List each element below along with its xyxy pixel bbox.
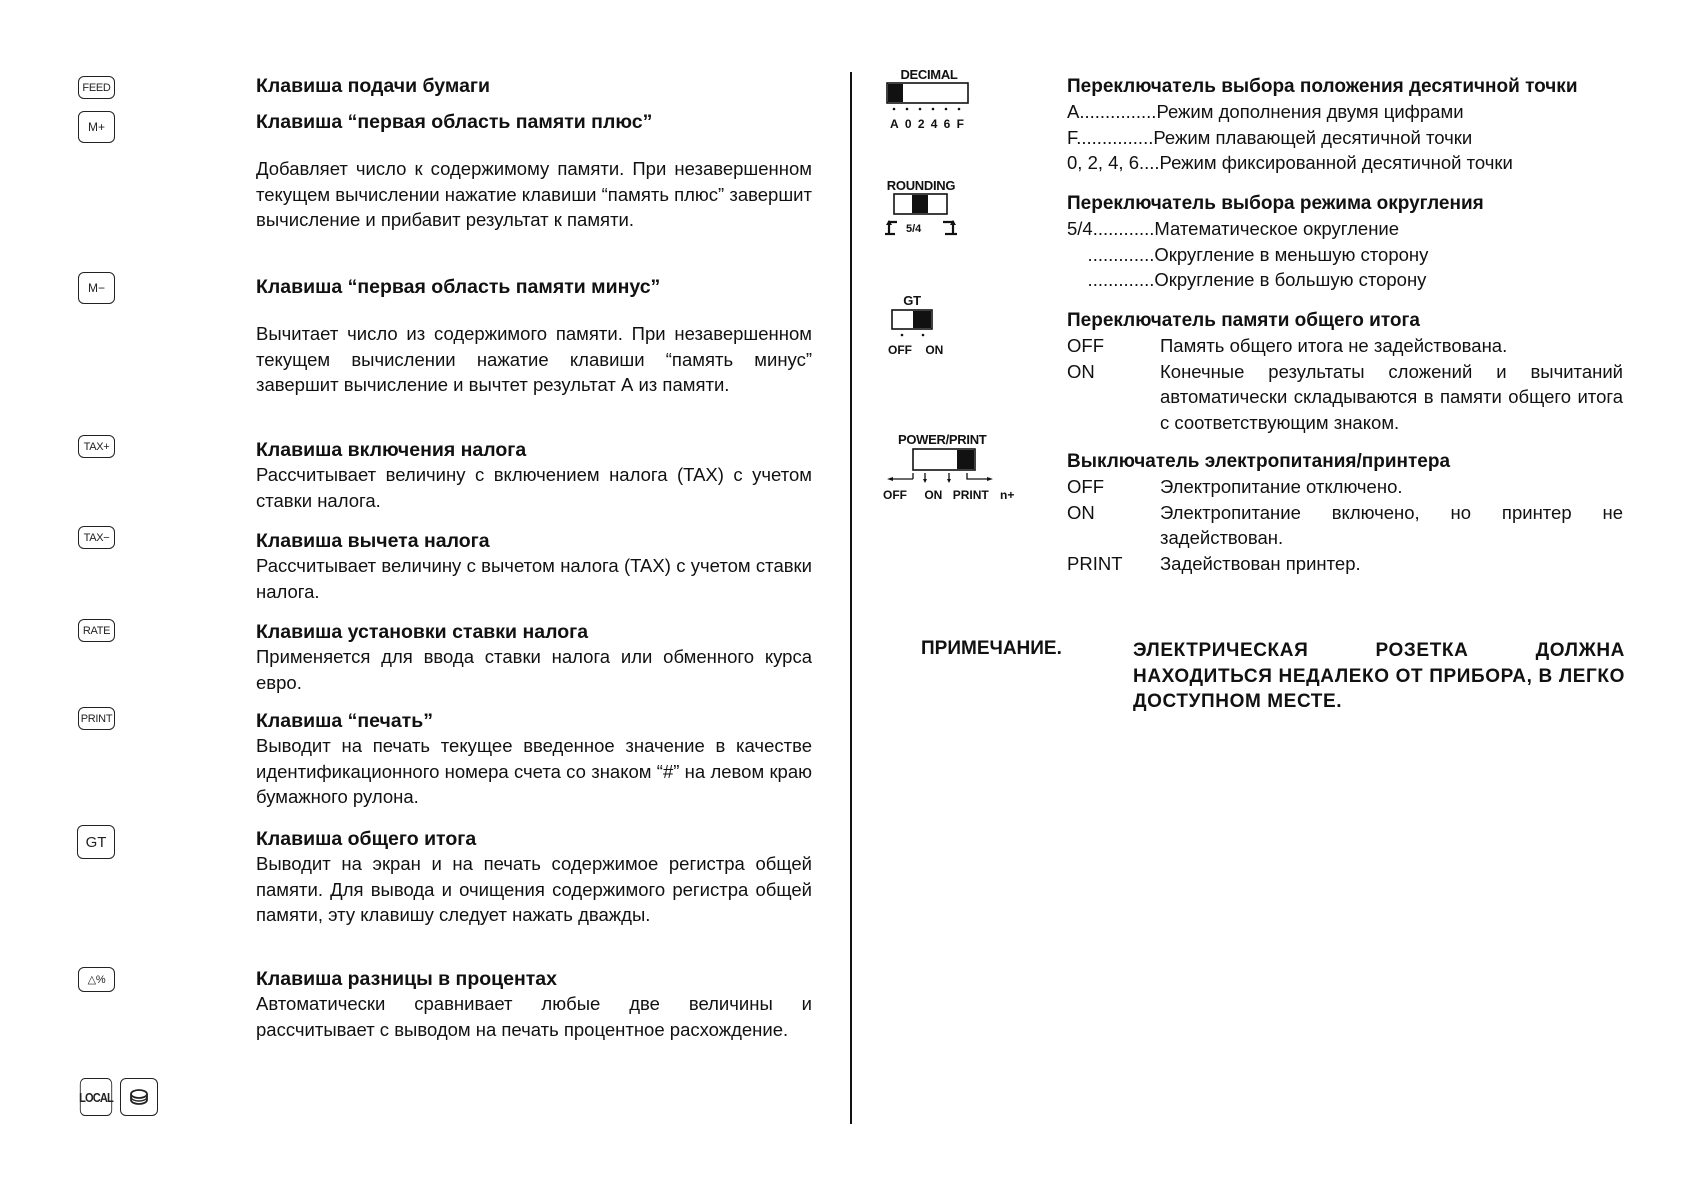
section-row bbox=[1067, 551, 1623, 577]
pos-2: 2 bbox=[917, 117, 925, 131]
row-value: Электропитание отключено. bbox=[1160, 476, 1403, 497]
memory-minus-key-icon: M− bbox=[78, 272, 115, 304]
rounding-switch-label: ROUNDING bbox=[886, 178, 956, 193]
entry-text: Применяется для ввода ставки налога или обменного курса евро. bbox=[256, 646, 812, 693]
section-title: Переключатель памяти общего итога bbox=[1067, 310, 1420, 331]
rounding-switch-diagram bbox=[881, 178, 961, 246]
section-line: 0, 2, 4, 6....Режим фиксированной десятичной точки bbox=[1067, 152, 1513, 173]
row-value: Память общего итога не задействована. bbox=[1160, 335, 1508, 356]
pos-0: 0 bbox=[904, 117, 912, 131]
row-key: ON bbox=[1067, 501, 1095, 523]
entry-print bbox=[256, 709, 812, 810]
row-key: OFF bbox=[1067, 335, 1104, 356]
power-section bbox=[1067, 449, 1623, 576]
section-row bbox=[1067, 333, 1623, 359]
print-key-icon: PRINT bbox=[78, 707, 115, 730]
entry-title: Клавиша “первая область памяти плюс” bbox=[256, 111, 653, 133]
entry-text: Рассчитывает величину с вычетом налога (TAX) с учетом ставки налога. bbox=[256, 555, 812, 602]
feed-key-icon: FEED bbox=[78, 76, 115, 99]
section-title: Выключатель электропитания/принтера bbox=[1067, 451, 1451, 472]
power-switch-label: POWER/PRINT bbox=[898, 432, 987, 447]
coin-stack-icon bbox=[128, 1087, 150, 1107]
pos-off: OFF bbox=[888, 343, 912, 357]
rounding-mid-label: 5/4 bbox=[906, 223, 922, 235]
coin-stack-key-icon bbox=[120, 1078, 158, 1116]
local-key-icon: LOCAL bbox=[80, 1078, 112, 1116]
pos-n-plus: n+ bbox=[1000, 488, 1015, 502]
gt-switch-diagram bbox=[888, 293, 948, 357]
row-value: Электропитание включено, но принтер не задействован. bbox=[1160, 501, 1623, 548]
entry-title: Клавиша подачи бумаги bbox=[256, 75, 491, 97]
entry-memory-plus bbox=[256, 110, 812, 233]
section-line: F...............Режим плавающей десятичной точки bbox=[1067, 126, 1473, 148]
tax-minus-key-icon: TAX− bbox=[78, 526, 115, 549]
entry-title: Клавиша установки ставки налога bbox=[256, 621, 589, 643]
section-row bbox=[1067, 359, 1623, 436]
pos-print: PRINT bbox=[952, 488, 989, 502]
grand-total-key-icon: GT bbox=[77, 825, 115, 859]
pos-a: A bbox=[890, 117, 899, 131]
section-title: Переключатель выбора положения десятичной точки bbox=[1067, 76, 1578, 97]
pos-f: F bbox=[956, 117, 964, 131]
pos-6: 6 bbox=[943, 117, 951, 131]
entry-text: Рассчитывает величину с включением налога (TAX) с учетом ставки налога. bbox=[256, 464, 812, 511]
row-key: OFF bbox=[1067, 476, 1104, 497]
decimal-positions bbox=[884, 117, 974, 131]
column-divider bbox=[850, 72, 852, 1124]
entry-text: Выводит на экран и на печать содержимое регистра общей памяти. Для вывода и очищения содержимого регистра общей памяти, эту клавишу следует нажать дважды. bbox=[256, 853, 812, 925]
entry-text: Добавляет число к содержимому памяти. При незавершенном текущем вычислении нажатие клавиши “память плюс” завершит вычисление и прибавит результат к памяти. bbox=[256, 158, 812, 230]
entry-memory-minus bbox=[256, 275, 812, 398]
delta-percent-key-icon: △% bbox=[78, 967, 115, 992]
entry-title: Клавиша “печать” bbox=[256, 710, 433, 732]
tax-plus-key-icon: TAX+ bbox=[78, 435, 115, 458]
pos-off: OFF bbox=[883, 488, 907, 502]
entry-title: Клавиша общего итога bbox=[256, 828, 477, 850]
entry-tax-minus bbox=[256, 529, 812, 604]
power-positions bbox=[883, 488, 1014, 502]
rounding-section bbox=[1067, 191, 1623, 293]
gt-positions bbox=[888, 343, 943, 357]
decimal-switch-diagram bbox=[884, 67, 974, 129]
entry-text: Вычитает число из содержимого памяти. При незавершенном текущем вычислении нажатие клавиши “память минус” завершит вычисление и вычтет результат А из памяти. bbox=[256, 323, 812, 395]
section-row bbox=[1067, 474, 1623, 500]
section-line: 5/4............Математическое округление bbox=[1067, 218, 1400, 239]
note-label: ПРИМЕЧАНИЕ. bbox=[921, 638, 1062, 659]
pos-4: 4 bbox=[930, 117, 938, 131]
note-text: ЭЛЕКТРИЧЕСКАЯ РОЗЕТКА ДОЛЖНА НАХОДИТЬСЯ НЕДАЛЕКО ОТ ПРИБОРА, В ЛЕГКО ДОСТУПНОМ МЕСТЕ. bbox=[1133, 640, 1625, 712]
entry-tax-plus bbox=[256, 438, 812, 513]
entry-title: Клавиша разницы в процентах bbox=[256, 968, 557, 990]
gt-switch-label: GT bbox=[903, 293, 921, 308]
entry-rate bbox=[256, 620, 812, 695]
decimal-switch-label: DECIMAL bbox=[900, 67, 958, 82]
entry-title: Клавиша “первая область памяти минус” bbox=[256, 276, 661, 298]
rate-key-icon: RATE bbox=[78, 619, 115, 642]
entry-feed bbox=[256, 74, 812, 98]
pos-on: ON bbox=[924, 488, 943, 502]
power-switch-graphic bbox=[883, 447, 1013, 487]
row-key: PRINT bbox=[1067, 552, 1123, 574]
entry-text: Автоматически сравнивает любые две величины и рассчитывает с выводом на печать процентное расхождение. bbox=[256, 993, 812, 1040]
gt-section bbox=[1067, 308, 1623, 435]
memory-plus-key-icon: M+ bbox=[78, 111, 115, 143]
section-line: .............Округление в меньшую сторону bbox=[1067, 243, 1429, 265]
section-line: .............Округление в большую сторону bbox=[1067, 269, 1427, 290]
pos-on: ON bbox=[925, 343, 944, 357]
entry-text: Выводит на печать текущее введенное значение в качестве идентификационного номера счета со знаком “#” на левом краю бумажного рулона. bbox=[256, 735, 812, 807]
section-line: A...............Режим дополнения двумя цифрами bbox=[1067, 101, 1464, 122]
row-value: Конечные результаты сложений и вычитаний автоматически складываются в памяти общего итога с соответствующим знаком. bbox=[1160, 360, 1623, 433]
power-switch-diagram bbox=[883, 432, 1015, 502]
decimal-section bbox=[1067, 74, 1623, 176]
entry-title: Клавиша включения налога bbox=[256, 439, 527, 461]
section-title: Переключатель выбора режима округления bbox=[1067, 193, 1484, 214]
entry-delta-percent bbox=[256, 967, 812, 1042]
row-key: ON bbox=[1067, 360, 1095, 382]
gt-switch-graphic bbox=[888, 308, 948, 338]
section-row bbox=[1067, 500, 1623, 551]
entry-title: Клавиша вычета налога bbox=[256, 530, 490, 552]
entry-grand-total bbox=[256, 827, 812, 928]
row-value: Задействован принтер. bbox=[1160, 552, 1361, 574]
